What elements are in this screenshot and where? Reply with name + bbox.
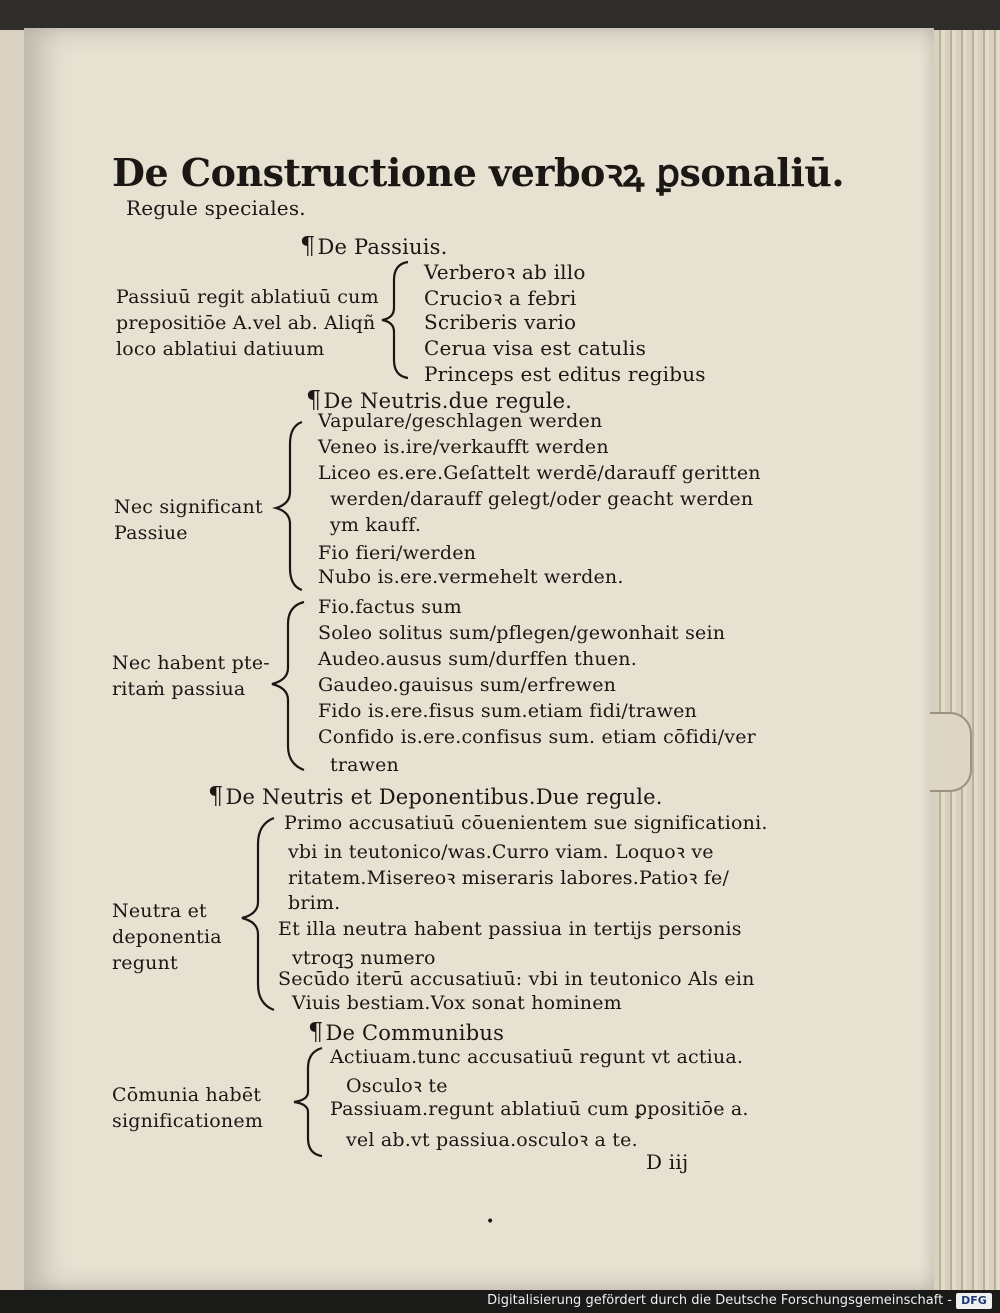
neutris-deponentibus-line: Viuis bestiam.Vox sonat hominem	[292, 992, 622, 1014]
pilcrow-mark: ¶	[300, 232, 316, 260]
neutris-line: Veneo is.ire/verkaufft werden	[318, 436, 609, 458]
neutris-deponentibus-line: Primo accusatiuū cōuenientem sue significationi.	[284, 812, 768, 834]
communibus-label: Cōmunia habēt significationem	[112, 1084, 264, 1132]
neutris-deponentibus-line: vtroqꝫ numero	[292, 947, 436, 969]
neutris-deponentibus-line: Et illa neutra habent passiua in tertijs personis	[278, 918, 742, 940]
neutris-group2-label: Nec habent pte- ritaṁ passiua	[112, 652, 270, 700]
neutris-deponentibus-line: vbi in teutonico/was.Curro viam. Loquoꝛ ve	[288, 841, 714, 863]
neutris-line: Liceo es.ere.Geſattelt werdē/darauff geritten	[318, 462, 761, 484]
neutris-line: Fio fieri/werden	[318, 542, 477, 564]
brace-neutris-group1	[268, 418, 308, 594]
neutris-line: Soleo solitus sum/pflegen/gewonhait sein	[318, 622, 726, 644]
neutris-line: Confido is.ere.confisus sum. etiam cōfidi/ver	[318, 726, 756, 748]
communibus-line: Actiuam.tunc accusatiuū regunt vt actiua.	[330, 1046, 744, 1068]
heading-text: De Passiuis.	[317, 235, 448, 259]
neutris-line: trawen	[330, 754, 399, 776]
communibus-line: vel ab.vt passiua.osculoꝛ a te.	[346, 1129, 638, 1151]
section-heading-neutris-deponentibus	[208, 782, 663, 810]
heading-text: De Neutris.due regule.	[323, 389, 573, 413]
section-heading-passiuis	[300, 232, 448, 260]
neutris-line: Fio.factus sum	[318, 596, 462, 618]
heading-text: De Neutris et Deponentibus.Due regule.	[225, 785, 663, 809]
brace-communibus	[284, 1044, 328, 1160]
pilcrow-mark: ¶	[308, 1018, 324, 1046]
page-title: De Constructione verboꝛꝝ ꝑsonaliū.	[112, 150, 845, 195]
ink-speck: •	[486, 1214, 495, 1230]
neutris-line: Nubo is.ere.vermehelt werden.	[318, 566, 624, 588]
passiuis-example: Scriberis vario	[424, 310, 577, 334]
neutris-line: Audeo.ausus sum/durffen thuen.	[318, 648, 637, 670]
passiuis-example: Cerua visa est catulis	[424, 336, 647, 360]
section-heading-communibus	[308, 1018, 504, 1046]
neutris-line: werden/darauff gelegt/oder geacht werden	[330, 488, 754, 510]
page-subtitle: Regule speciales.	[126, 196, 306, 220]
neutris-group1-label: Nec significant Passiue	[114, 496, 263, 544]
passiuis-example: Princeps est editus regibus	[424, 362, 706, 386]
page-tab-marker	[930, 712, 972, 792]
pilcrow-mark: ¶	[208, 782, 224, 810]
heading-text: De Communibus	[325, 1021, 505, 1045]
passiuis-rule-label: Passiuū regit ablatiuū cum prepositiōe A.vel ab. Aliqñ loco ablatiui datiuum	[116, 286, 379, 360]
dfg-logo: DFG	[956, 1293, 992, 1309]
pilcrow-mark: ¶	[306, 386, 322, 414]
neutris-line: ym kauff.	[330, 514, 422, 536]
communibus-line: Osculoꝛ te	[346, 1075, 448, 1097]
signature-mark: D iij	[646, 1150, 689, 1174]
brace-passiuis	[372, 258, 412, 382]
passiuis-example: Crucioꝛ a febri	[424, 286, 577, 310]
passiuis-example: Verberoꝛ ab illo	[424, 260, 586, 284]
communibus-line: Passiuam.regunt ablatiuū cum ꝑpositiōe a.	[330, 1098, 749, 1120]
neutris-line: Fido is.ere.fisus sum.etiam fidi/trawen	[318, 700, 697, 722]
neutris-deponentibus-line: ritatem.Misereoꝛ miseraris labores.Patioꝛ fe/	[288, 867, 730, 889]
neutris-deponentibus-line: Secūdo iterū accusatiuū: vbi in teutonico Als ein	[278, 968, 755, 990]
brace-neutris-deponentibus	[234, 814, 280, 1014]
footer-credit: Digitalisierung gefördert durch die Deutsche Forschungsgemeinschaft -	[487, 1293, 952, 1308]
neutris-deponentibus-line: brim.	[288, 892, 341, 914]
neutris-line: Vapulare/geschlagen werden	[318, 410, 603, 432]
neutris-line: Gaudeo.gauisus sum/erfrewen	[318, 674, 617, 696]
neutris-deponentibus-label: Neutra et deponentia regunt	[112, 900, 222, 974]
brace-neutris-group2	[264, 598, 310, 774]
page-stack-edges	[934, 30, 1000, 1290]
